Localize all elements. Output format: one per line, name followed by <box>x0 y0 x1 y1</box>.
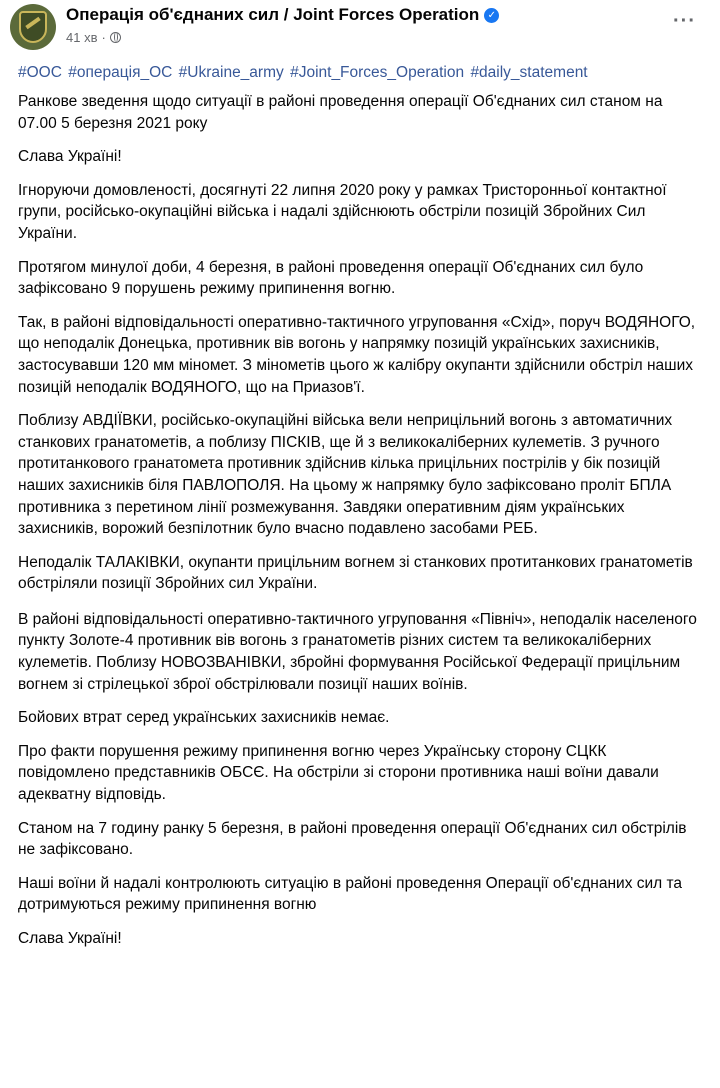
page-name-link[interactable]: Операція об'єднаних сил / Joint Forces Operation <box>66 5 480 24</box>
post-header <box>10 0 710 60</box>
post-body <box>10 62 710 950</box>
more-options-icon[interactable]: ··· <box>673 10 696 32</box>
post-meta <box>66 4 499 45</box>
hashtag-link[interactable]: #Joint_Forces_Operation <box>290 64 465 81</box>
verified-badge-icon: ✓ <box>484 8 499 23</box>
post-timestamp[interactable]: 41 хв <box>66 30 98 45</box>
globe-icon[interactable] <box>110 32 121 43</box>
post-paragraph: Поблизу АВДІЇВКИ, російсько-окупаційні війська вели неприцільний вогонь з автоматичних станкових гранатометів, а поблизу ПІСКІВ, ще й з великокаліберних кулеметів. З ручного протитанкового гранатомета противник здійснив кілька прицільних пострілів у бік позицій наших захисників біля ПАВЛОПОЛЯ. На цьому ж напрямку було зафіксовано проліт БПЛА противника з перетином лінії розмежування. Завдяки оперативним діям українських захисників, ворожий безпілотник було вчасно подавлено засобами РЕБ. <box>18 412 673 538</box>
hashtag-link[interactable]: #Ukraine_army <box>178 64 284 81</box>
post-paragraph: Неподалік ТАЛАКІВКИ, окупанти прицільним вогнем зі станкових протитанкових гранатометів обстріляли позиції Збройних сил України. <box>18 553 693 593</box>
post-paragraph: Про факти порушення режиму припинення вогню через Українську сторону СЦКК повідомлено представників ОБСЄ. На обстріли зі сторони противника наші воїни давали адекватну відповідь. <box>18 742 659 804</box>
post-paragraph: В районі відповідальності оперативно-тактичного угруповання «Північ», неподалік населеного пункту Золоте-4 противник вів вогонь з гранатометів різних систем та великокаліберних кулеметів. Поблизу НОВОЗВАНІВКИ, збройні формування Російської Федерації прицільним вогнем зі стрілецької зброї обстрілювали позиції наших воїнів. <box>18 610 697 693</box>
post-paragraph: Ігноруючи домовленості, досягнуті 22 липня 2020 року у рамках Тристоронньої контактної групи, російсько-окупаційні війська і надалі здійснюють обстріли позицій Збройних Сил України. <box>18 181 667 242</box>
post-subline <box>66 30 499 45</box>
hashtag-link[interactable]: #ООС <box>18 64 62 81</box>
post-paragraph: Слава Україні! <box>18 930 122 947</box>
post-paragraph: Слава Україні! <box>18 148 122 166</box>
post-paragraph: Станом на 7 годину ранку 5 березня, в районі проведення операції Об'єднаних сил обстрілів не зафіксовано. <box>18 819 687 859</box>
hashtag-link[interactable]: #операція_ОС <box>68 64 173 81</box>
post-paragraph: Протягом минулої доби, 4 березня, в районі проведення операції Об'єднаних сил було зафіксовано 9 порушень режиму припинення вогню. <box>18 258 644 298</box>
hashtag-list <box>18 62 702 83</box>
emblem-icon <box>19 11 47 43</box>
page-name-row <box>66 5 499 25</box>
hashtag-link[interactable]: #daily_statement <box>470 64 588 81</box>
post-paragraph: Так, в районі відповідальності оперативно-тактичного угруповання «Схід», поруч ВОДЯНОГО, що неподалік Донецька, противник вів вогонь у напрямку позицій українських захисників, застосувавши 120 мм міномет. З мінометів цього ж калібру окупанти здійснили обстріл наших позицій неподалік ВОДЯНОГО, що на Приазов'ї. <box>18 313 696 396</box>
post-paragraph-title: Ранкове зведення щодо ситуації в районі проведення операції Об'єднаних сил станом на 07.00 5 березня 2021 року <box>18 93 663 132</box>
post-paragraph: Бойових втрат серед українських захисників немає. <box>18 709 390 727</box>
page-avatar[interactable] <box>10 4 56 50</box>
separator-dot: · <box>101 30 106 45</box>
post-paragraph: Наші воїни й надалі контролюють ситуацію в районі проведення Операції об'єднаних сил та дотримуються режиму припинення вогню <box>18 874 683 914</box>
